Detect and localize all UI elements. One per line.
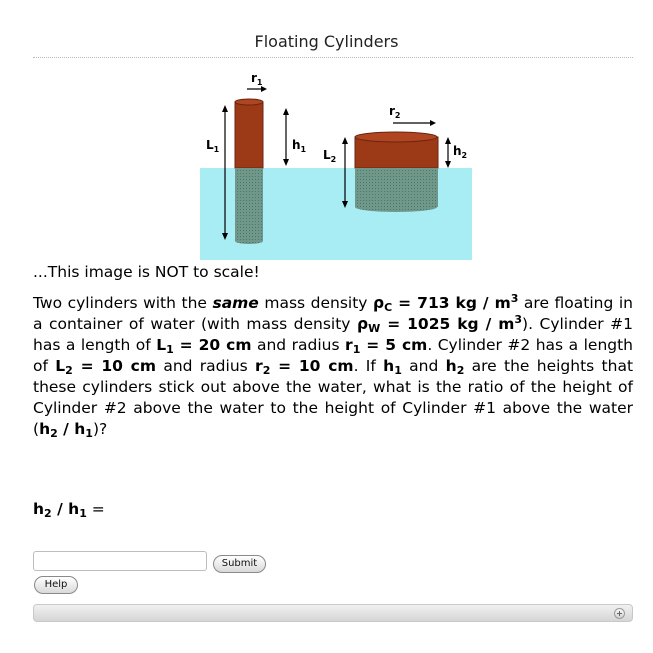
expandable-panel-bar[interactable]	[33, 604, 633, 622]
title-divider	[33, 57, 633, 58]
submit-button[interactable]: Submit	[213, 555, 266, 573]
cylinder-1-submerged	[235, 168, 263, 241]
cylinder-2-top	[355, 132, 437, 142]
label-h2: $h_2$	[453, 144, 468, 160]
label-L1: $L_1$	[206, 138, 220, 154]
floating-cylinders-figure	[195, 65, 480, 263]
scale-note: ...This image is NOT to scale!	[33, 263, 260, 281]
answer-label: $h_2 / h_1$ =	[33, 500, 105, 520]
cylinder-2-submerged	[355, 168, 438, 207]
label-h1: $h_1$	[292, 138, 307, 154]
page-title: Floating Cylinders	[254, 32, 399, 51]
cylinder-1-above	[235, 102, 263, 168]
problem-statement: Two cylinders with the same mass density $\rho_C = 713$ kg / $m^3$ are floating in a container of water (with mass density $\rho_W = 1025$ kg / $m^3$). Cylinder #1 has a length of $L_1 = 20$ cm and radius $r_1 = 5$ cm. Cylinder #2 has a length of $L_2 = 10$ cm and radius $r_2 = 10$ cm. If $h_1$ and $h_2$ are the heights that these cylinders stick out above the water, what is the ratio of the height of Cylinder #2 above the water to the height of Cylinder #1 above the water $(h_2 / h_1)$?	[33, 292, 634, 440]
help-button[interactable]: Help	[34, 576, 78, 594]
label-r1: $r_1$	[251, 71, 263, 87]
label-L2: $L_2$	[323, 148, 337, 164]
expand-icon[interactable]	[614, 608, 625, 619]
cylinder-1-top	[235, 99, 263, 105]
label-r2: $r_2$	[389, 104, 401, 120]
answer-input[interactable]	[33, 551, 207, 571]
